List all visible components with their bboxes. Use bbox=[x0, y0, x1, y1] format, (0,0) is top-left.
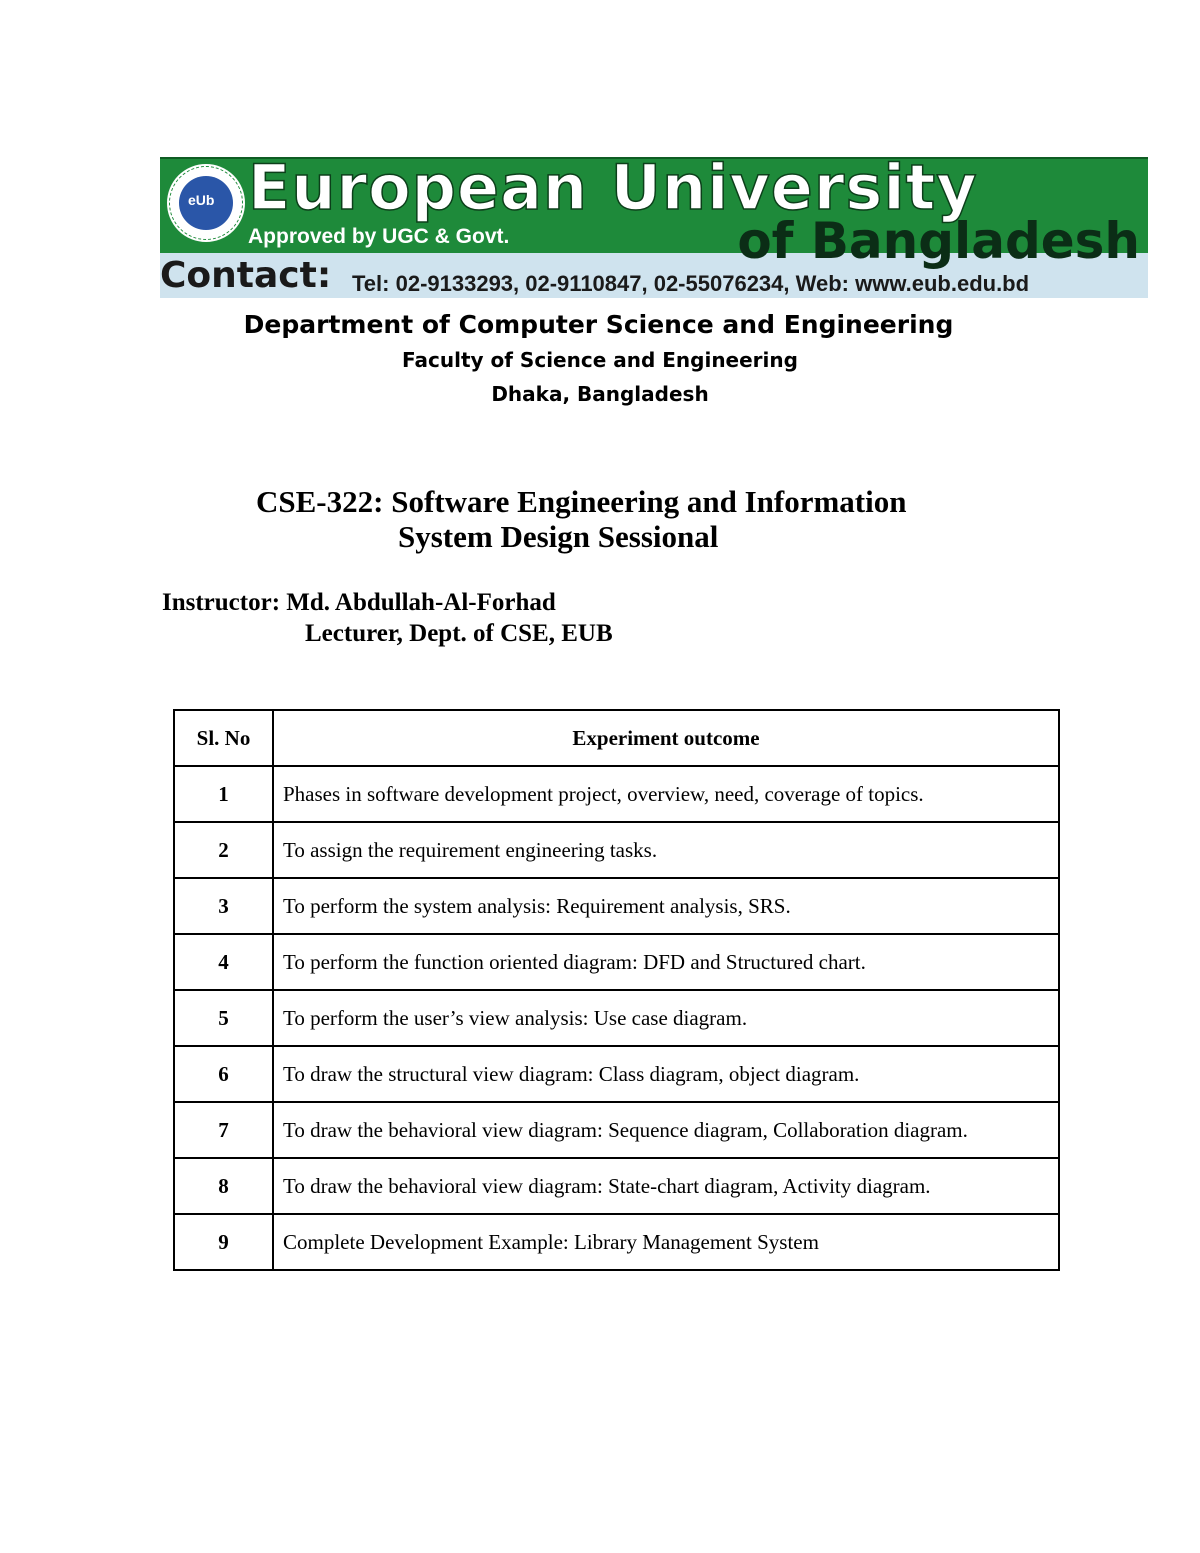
serial-number: 3 bbox=[174, 878, 273, 934]
serial-number: 6 bbox=[174, 1046, 273, 1102]
course-title-line2: System Design Sessional bbox=[398, 519, 719, 554]
serial-number: 9 bbox=[174, 1214, 273, 1270]
approved-text: Approved by UGC & Govt. bbox=[248, 225, 510, 248]
table-row bbox=[174, 1046, 1059, 1102]
table-row bbox=[174, 1158, 1059, 1214]
serial-number: 2 bbox=[174, 822, 273, 878]
table-row bbox=[174, 1102, 1059, 1158]
experiment-outcome: Complete Development Example: Library Management System bbox=[273, 1214, 1059, 1270]
city-title: Dhaka, Bangladesh bbox=[491, 382, 709, 406]
table-row bbox=[174, 766, 1059, 822]
serial-number: 8 bbox=[174, 1158, 273, 1214]
table-row bbox=[174, 822, 1059, 878]
instructor-title: Lecturer, Dept. of CSE, EUB bbox=[305, 620, 613, 647]
serial-number: 5 bbox=[174, 990, 273, 1046]
table-row bbox=[174, 990, 1059, 1046]
serial-number: 7 bbox=[174, 1102, 273, 1158]
university-name: European University bbox=[248, 157, 978, 224]
serial-number: 4 bbox=[174, 934, 273, 990]
contact-info: Tel: 02-9133293, 02-9110847, 02-55076234, Web: www.eub.edu.bd bbox=[352, 271, 1030, 296]
university-banner bbox=[160, 157, 1148, 298]
table-row bbox=[174, 934, 1059, 990]
column-header-serial: Sl. No bbox=[174, 710, 273, 766]
contact-label: Contact: bbox=[160, 255, 332, 296]
logo-text: eUb bbox=[188, 192, 215, 208]
table-header-row bbox=[174, 710, 1059, 766]
experiment-outcome: To perform the system analysis: Requirement analysis, SRS. bbox=[273, 878, 1059, 934]
table-row bbox=[174, 1214, 1059, 1270]
university-logo-icon bbox=[164, 161, 248, 245]
serial-number: 1 bbox=[174, 766, 273, 822]
experiment-outcome: To draw the structural view diagram: Class diagram, object diagram. bbox=[273, 1046, 1059, 1102]
department-title: Department of Computer Science and Engineering bbox=[243, 310, 954, 339]
experiment-outcome: To perform the user’s view analysis: Use case diagram. bbox=[273, 990, 1059, 1046]
course-title-line1: CSE-322: Software Engineering and Information bbox=[256, 484, 907, 519]
experiment-outcome: To assign the requirement engineering tasks. bbox=[273, 822, 1059, 878]
experiment-outcome: To draw the behavioral view diagram: State-chart diagram, Activity diagram. bbox=[273, 1158, 1059, 1214]
experiment-outcome: To perform the function oriented diagram: DFD and Structured chart. bbox=[273, 934, 1059, 990]
university-country: of Bangladesh bbox=[737, 212, 1140, 270]
table-row bbox=[174, 878, 1059, 934]
experiment-outcome: Phases in software development project, overview, need, coverage of topics. bbox=[273, 766, 1059, 822]
faculty-title: Faculty of Science and Engineering bbox=[402, 348, 798, 372]
instructor-name: Instructor: Md. Abdullah-Al-Forhad bbox=[162, 589, 556, 616]
experiment-outcome: To draw the behavioral view diagram: Sequence diagram, Collaboration diagram. bbox=[273, 1102, 1059, 1158]
column-header-outcome: Experiment outcome bbox=[273, 710, 1059, 766]
experiment-outcome-table bbox=[173, 709, 1060, 1271]
